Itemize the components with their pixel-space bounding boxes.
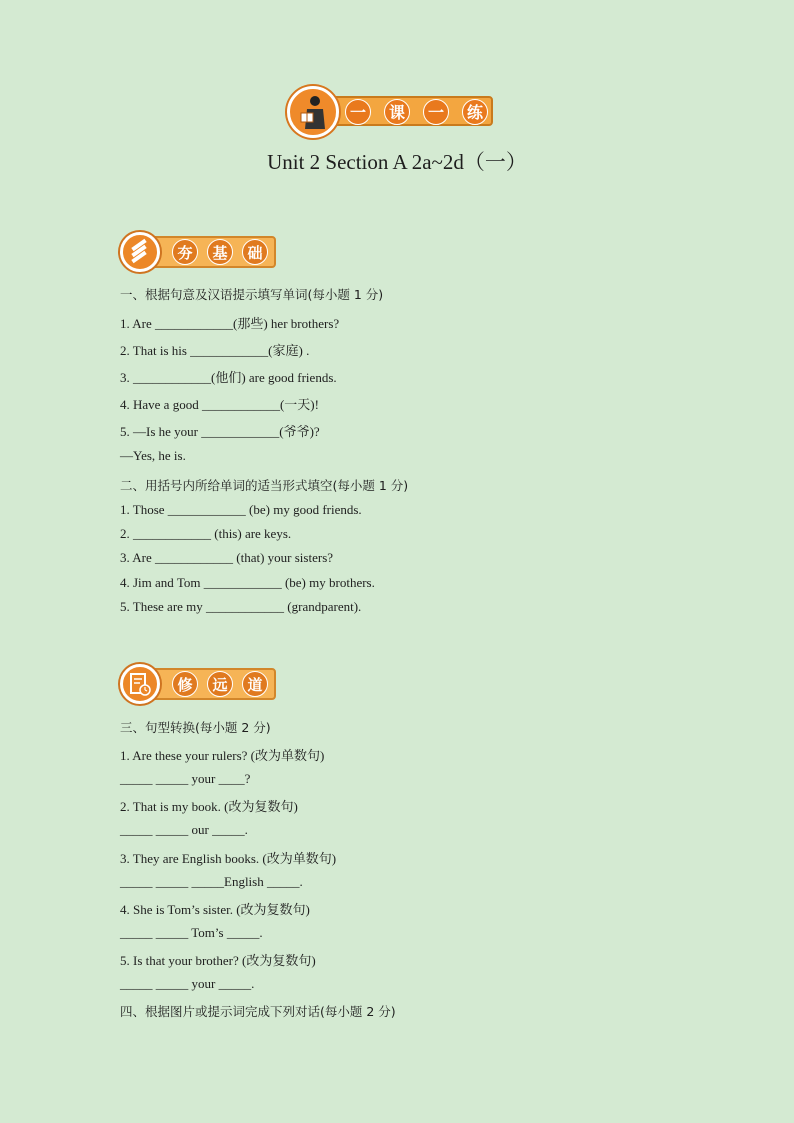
top-banner (287, 86, 497, 138)
page-title: Unit 2 Section A 2a~2d（一） (267, 150, 527, 174)
part3-item: 5. Is that your brother? (改为复数句) (120, 953, 316, 968)
badge-char-1: 夯 (172, 239, 198, 265)
part3-answer: _____ _____ your _____. (120, 976, 255, 991)
part1-item: 2. That is his ____________(家庭) . (120, 343, 310, 358)
part1-heading: 一、根据句意及汉语提示填写单词(每小题 1 分) (120, 287, 384, 302)
banner-char-1: 一 (345, 99, 371, 125)
badge-char-3: 础 (242, 239, 268, 265)
part3-item: 1. Are these your rulers? (改为单数句) (120, 748, 325, 763)
part1-item: 1. Are ____________(那些) her brothers? (120, 316, 340, 331)
section-badge-basic (120, 232, 280, 272)
reading-person-icon (287, 86, 339, 138)
part1-item: 3. ____________(他们) are good friends. (120, 370, 337, 385)
part3-answer: _____ _____ your ____? (120, 771, 251, 786)
pencil-icon (120, 232, 160, 272)
badge-char-1: 修 (172, 671, 198, 697)
part2-item: 3. Are ____________ (that) your sisters? (120, 550, 334, 565)
part3-answer: _____ _____ Tom’s _____. (120, 925, 263, 940)
badge-char-3: 道 (242, 671, 268, 697)
part2-item: 5. These are my ____________ (grandparent). (120, 599, 362, 614)
banner-char-4: 练 (462, 99, 488, 125)
banner-char-2: 课 (384, 99, 410, 125)
part1-item: 4. Have a good ____________(一天)! (120, 397, 319, 412)
section-badge-advance (120, 664, 280, 704)
part1-item: 5. —Is he your ____________(爷爷)? (120, 424, 320, 439)
part2-item: 4. Jim and Tom ____________ (be) my brothers. (120, 575, 375, 590)
document-clock-icon (120, 664, 160, 704)
badge-char-2: 基 (207, 239, 233, 265)
part2-heading: 二、用括号内所给单词的适当形式填空(每小题 1 分) (120, 478, 409, 493)
part4-heading: 四、根据图片或提示词完成下列对话(每小题 2 分) (120, 1004, 396, 1019)
part1-item: —Yes, he is. (120, 448, 186, 463)
part2-item: 2. ____________ (this) are keys. (120, 526, 292, 541)
part3-item: 4. She is Tom’s sister. (改为复数句) (120, 902, 310, 917)
part3-answer: _____ _____ _____English _____. (120, 874, 303, 889)
badge-char-2: 远 (207, 671, 233, 697)
part2-item: 1. Those ____________ (be) my good friends. (120, 502, 362, 517)
part3-heading: 三、句型转换(每小题 2 分) (120, 720, 271, 735)
banner-char-3: 一 (423, 99, 449, 125)
part3-item: 2. That is my book. (改为复数句) (120, 799, 298, 814)
part3-item: 3. They are English books. (改为单数句) (120, 851, 337, 866)
part3-answer: _____ _____ our _____. (120, 822, 248, 837)
